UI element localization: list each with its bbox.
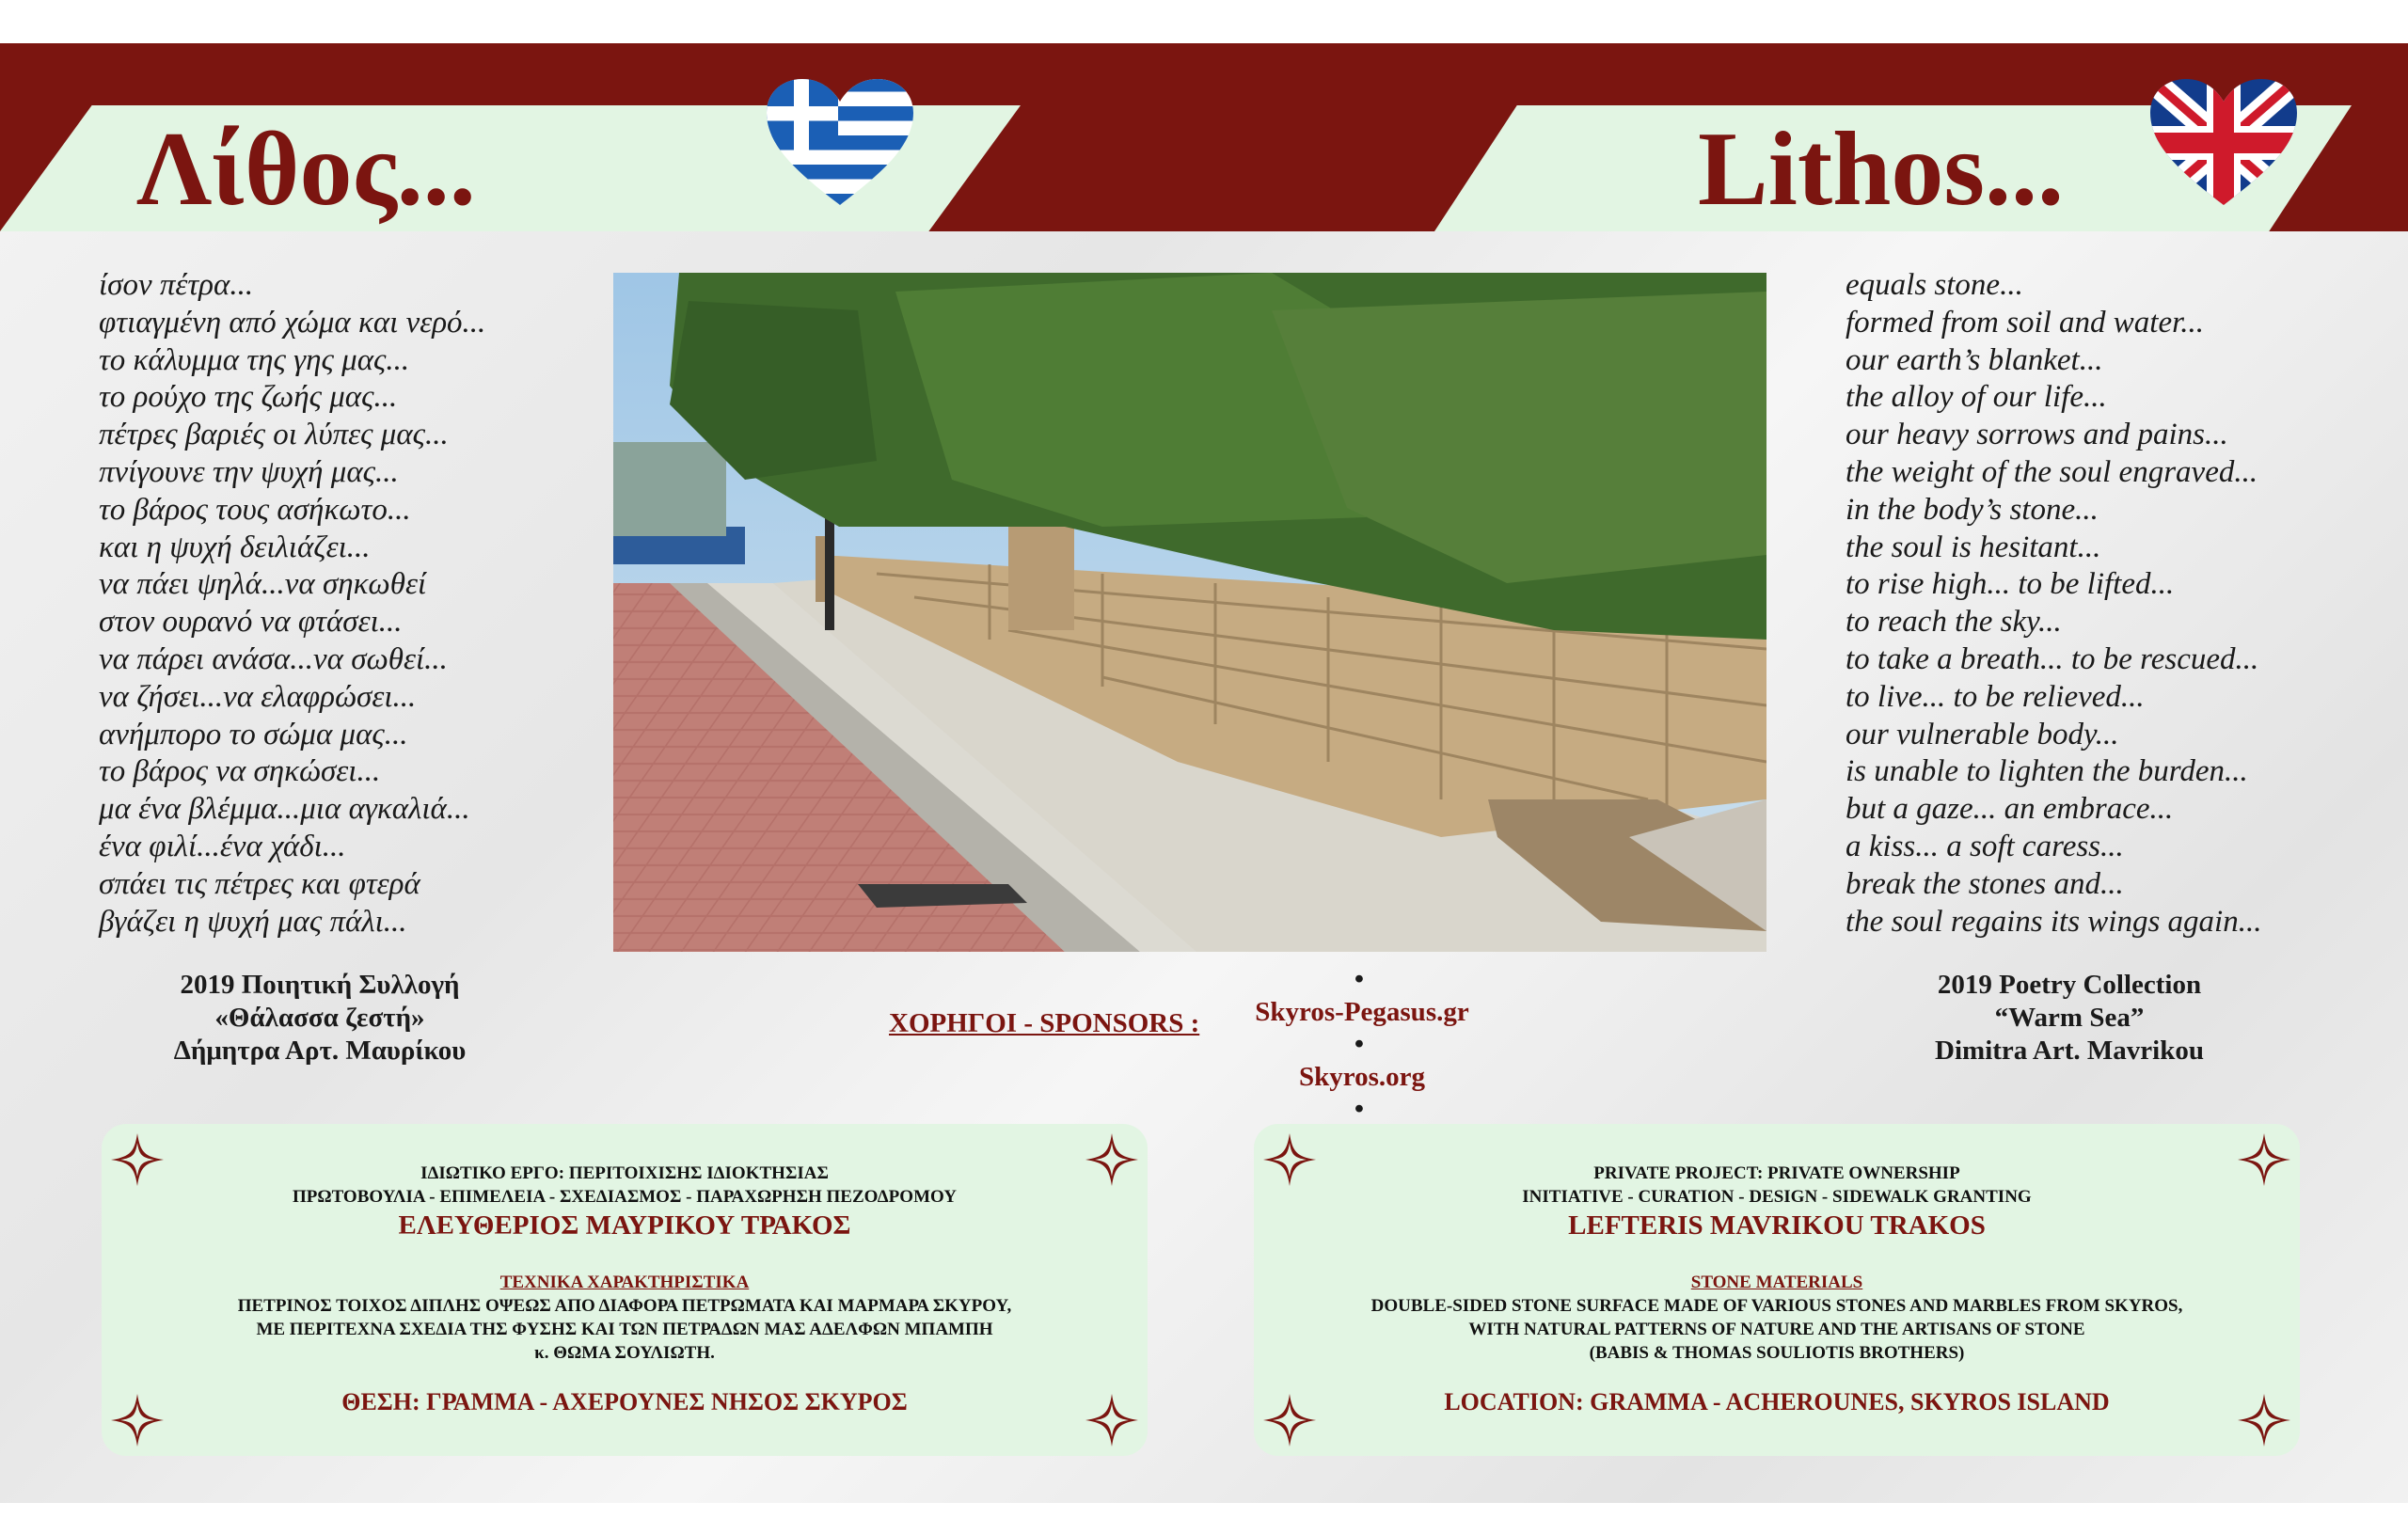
owner-name: ΕΛΕΥΘΕΡΙΟΣ ΜΑΥΡΙΚΟΥ ΤΡΑΚΟΣ [398,1210,851,1241]
poem-line: equals stone... [1846,268,2023,302]
stone-wall-photo [613,273,1766,952]
bullet: • [1354,964,1365,994]
poem-line: να πάει ψηλά...να σηκωθεί [99,567,427,602]
credit-line: Dimitra Art. Mavrikou [1935,1036,2204,1066]
project-roles: INITIATIVE - CURATION - DESIGN - SIDEWALK GRANTING [1522,1187,2032,1207]
poem-line: ανήμπορο το σώμα μας... [99,717,408,751]
poem-line: in the body’s stone... [1846,492,2099,527]
poem-line: ίσον πέτρα... [99,268,254,302]
sponsors-label: ΧΟΡΗΓΟΙ - SPONSORS : [889,1008,1200,1038]
poem-line: is unable to lighten the burden... [1846,754,2248,789]
poem-line: break the stones and... [1846,866,2124,901]
poem-line: να πάρει ανάσα...να σωθεί... [99,641,448,676]
poem-line: but a gaze... an embrace... [1846,792,2174,827]
bullet: • [1354,1094,1365,1124]
materials-description: κ. ΘΩΜΑ ΣΟΥΛΙΩΤΗ. [534,1343,715,1363]
materials-description: ΠΕΤΡΙΝΟΣ ΤΟΙΧΟΣ ΔΙΠΛΗΣ ΟΨΕΩΣ ΑΠΟ ΔΙΑΦΟΡΑ ΠΕΤΡΩΜΑΤΑ ΚΑΙ ΜΑΡΜΑΡΑ ΣΚΥΡΟΥ, [237,1296,1012,1316]
poem-line: formed from soil and water... [1846,305,2205,340]
materials-description: WITH NATURAL PATTERNS OF NATURE AND THE ARTISANS OF STONE [1468,1320,2085,1339]
poem-line: ένα φιλί...ένα χάδι... [99,829,346,863]
poem-line: our earth’s blanket... [1846,342,2103,377]
owner-name: LEFTERIS MAVRIKOU TRAKOS [1568,1210,1986,1241]
sponsor-item[interactable] [1221,1028,1503,1093]
sponsor-link[interactable]: Skyros-Pegasus.gr [1255,996,1469,1027]
greek-flag-heart-icon [765,77,915,209]
credit-line: «Θάλασσα ζεστή» [214,1003,425,1033]
materials-heading: STONE MATERIALS [1690,1273,1863,1292]
poem-line: το βάρος τους ασήκωτο... [99,492,411,527]
materials-description: DOUBLE-SIDED STONE SURFACE MADE OF VARIOUS STONES AND MARBLES FROM SKYROS, [1370,1296,2183,1316]
poem-line: πνίγουνε την ψυχή μας... [99,454,399,489]
poem-line: the soul is hesitant... [1846,530,2101,564]
poem-line: και η ψυχή δειλιάζει... [99,530,371,564]
poem-line: το βάρος να σηκώσει... [99,754,381,789]
poem-line: βγάζει η ψυχή μας πάλι... [99,904,407,939]
poem-english [1846,267,2261,941]
poem-line: στον ουρανό να φτάσει... [99,605,403,640]
credit-greek [103,969,536,1067]
materials-heading: ΤΕΧΝΙΚΑ ΧΑΡΑΚΤΗΡΙΣΤΙΚΑ [499,1273,750,1292]
bottom-margin [0,1503,2408,1534]
poem-line: το κάλυμμα της γης μας... [99,342,410,377]
poem-line: να ζήσει...να ελαφρώσει... [99,679,417,714]
project-type: PRIVATE PROJECT: PRIVATE OWNERSHIP [1593,1163,1960,1183]
materials-description: ΜΕ ΠΕΡΙΤΕΧΝΑ ΣΧΕΔΙΑ ΤΗΣ ΦΥΣΗΣ ΚΑΙ ΤΩΝ ΠΕΤΡΑΔΩΝ ΜΑΣ ΑΔΕΛΦΩΝ ΜΠΑΜΠΗ [256,1320,993,1339]
uk-flag-heart-icon [2148,77,2299,209]
title-english: Lithos... [1698,111,2064,228]
materials-description: (BABIS & THOMAS SOULIOTIS BROTHERS) [1589,1343,1965,1363]
poem-line: μα ένα βλέμμα...μια αγκαλιά... [99,792,470,827]
poem-line: to take a breath... to be rescued... [1846,641,2259,676]
top-margin [0,0,2408,43]
poem-line: to live... to be relieved... [1846,679,2145,714]
credit-line: 2019 Ποιητική Συλλογή [180,970,460,1000]
sponsor-item[interactable] [1221,963,1503,1028]
credit-line: Δήμητρα Αρτ. Μαυρίκου [173,1036,467,1066]
credit-line: 2019 Poetry Collection [1937,970,2202,1000]
poem-line: a kiss... a soft caress... [1846,829,2124,863]
title-greek: Λίθος... [136,111,476,228]
project-type: ΙΔΙΩΤΙΚΟ ΕΡΓΟ: ΠΕΡΙΤΟΙΧΙΣΗΣ ΙΔΙΟΚΤΗΣΙΑΣ [420,1163,829,1183]
project-roles: ΠΡΩΤΟΒΟΥΛΙΑ - ΕΠΙΜΕΛΕΙΑ - ΣΧΕΔΙΑΣΜΟΣ - ΠΑΡΑΧΩΡΗΣΗ ΠΕΖΟΔΡΟΜΟΥ [292,1187,958,1207]
poem-line: πέτρες βαριές οι λύπες μας... [99,418,449,452]
poem-line: our heavy sorrows and pains... [1846,418,2228,452]
poem-line: the alloy of our life... [1846,380,2107,415]
poem-line: the weight of the soul engraved... [1846,454,2258,489]
credit-english [1858,969,2281,1067]
poem-greek [99,267,485,941]
info-box-english [1254,1124,2300,1456]
bullet: • [1354,1029,1365,1059]
poem-line: the soul regains its wings again... [1846,904,2262,939]
poem-line: to reach the sky... [1846,605,2062,640]
poem-line: φτιαγμένη από χώμα και νερό... [99,305,486,340]
location-text: LOCATION: GRAMMA - ACHEROUNES, SKYROS ISLAND [1444,1388,2110,1415]
poem-line: to rise high... to be lifted... [1846,567,2175,602]
info-box-greek [102,1124,1148,1456]
poem-line: το ρούχο της ζωής μας... [99,380,398,415]
sponsor-link[interactable]: Skyros.org [1298,1061,1425,1092]
credit-line: “Warm Sea” [1994,1003,2145,1033]
location-text: ΘΕΣΗ: ΓΡΑΜΜΑ - ΑΧΕΡΟΥΝΕΣ ΝΗΣΟΣ ΣΚΥΡΟΣ [341,1388,908,1415]
poem-line: our vulnerable body... [1846,717,2119,751]
poem-line: σπάει τις πέτρες και φτερά [99,866,420,901]
